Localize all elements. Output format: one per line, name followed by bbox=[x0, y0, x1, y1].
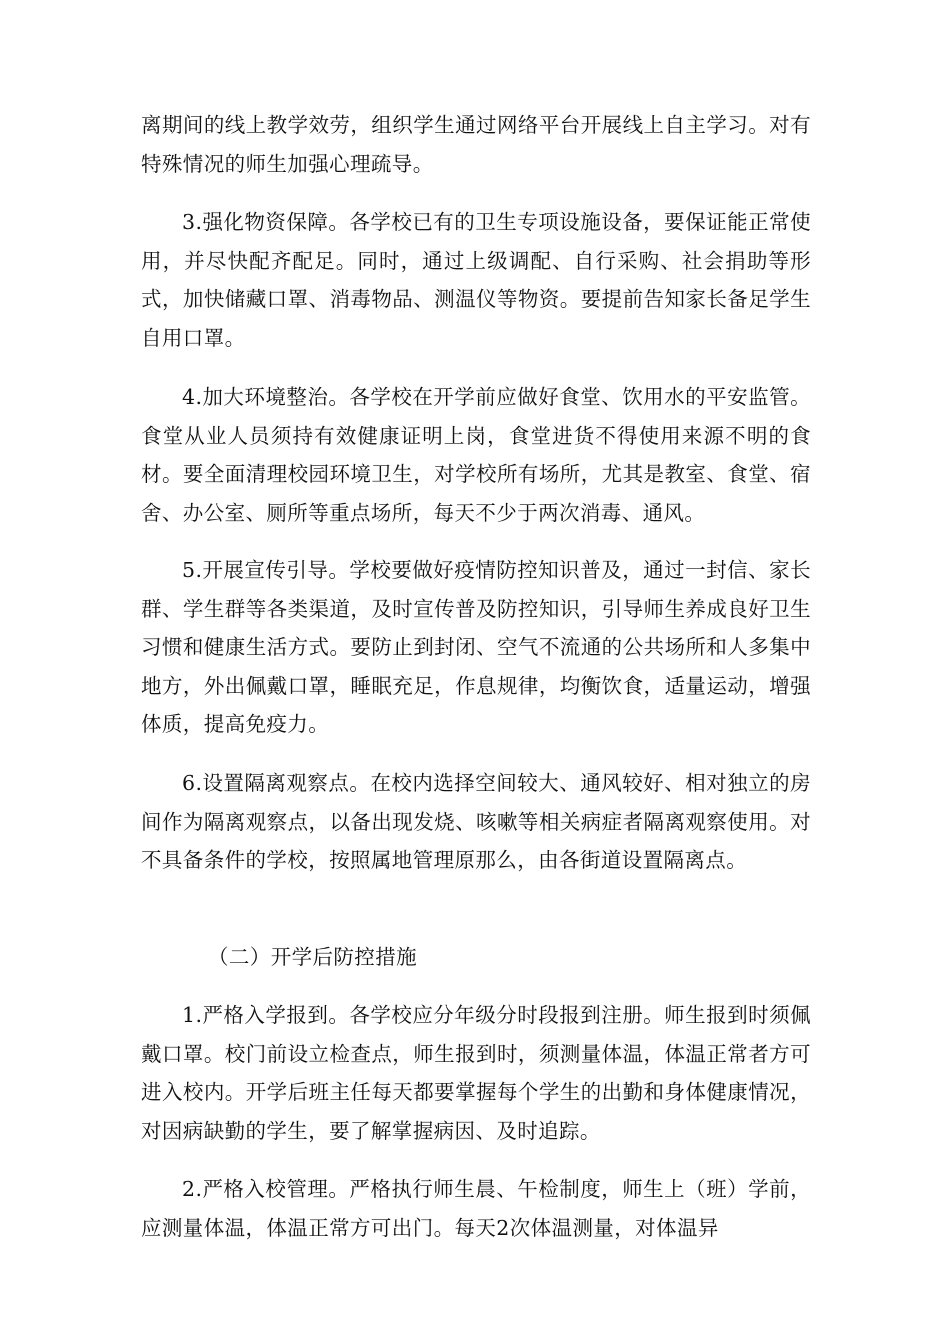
paragraph-item-1: 1.严格入学报到。各学校应分年级分时段报到注册。师生报到时须佩戴口罩。校门前设立检查点，师生报到时，须测量体温，体温正常者方可进入校内。开学后班主任每天都要掌握每个学生的出勤和身体健康情况，对因病缺勤的学生，要了解掌握病因、及时追踪。 bbox=[141, 1003, 811, 1143]
paragraph-item-5: 5.开展宣传引导。学校要做好疫情防控知识普及，通过一封信、家长群、学生群等各类渠道，及时宣传普及防控知识，引导师生养成良好卫生习惯和健康生活方式。要防止到封闭、空气不流通的公共场所和人多集中地方，外出佩戴口罩，睡眠充足，作息规律，均衡饮食，适量运动，增强体质，提高免疫力。 bbox=[141, 558, 811, 736]
paragraph-item-4: 4.加大环境整治。各学校在开学前应做好食堂、饮用水的平安监管。食堂从业人员须持有效健康证明上岗，食堂进货不得使用来源不明的食材。要全面清理校园环境卫生，对学校所有场所，尤其是教室、食堂、宿舍、办公室、厕所等重点场所，每天不少于两次消毒、通风。 bbox=[141, 385, 811, 525]
section-heading: （二）开学后防控措施 bbox=[208, 945, 417, 969]
paragraph-item-6: 6.设置隔离观察点。在校内选择空间较大、通风较好、相对独立的房间作为隔离观察点，以备出现发烧、咳嗽等相关病症者隔离观察使用。对不具备条件的学校，按照属地管理原那么，由各街道设置隔离点。 bbox=[141, 771, 811, 872]
paragraph-item-3: 3.强化物资保障。各学校已有的卫生专项设施设备，要保证能正常使用，并尽快配齐配足。同时，通过上级调配、自行采购、社会捐助等形式，加快储藏口罩、消毒物品、测温仪等物资。要提前告知家长备足学生自用口罩。 bbox=[141, 210, 811, 350]
paragraph-continuation: 离期间的线上教学效劳，组织学生通过网络平台开展线上自主学习。对有特殊情况的师生加强心理疏导。 bbox=[141, 113, 811, 176]
paragraph-item-2: 2.严格入校管理。严格执行师生晨、午检制度，师生上（班）学前，应测量体温，体温正常方可出门。每天2次体温测量，对体温异 bbox=[141, 1177, 811, 1240]
